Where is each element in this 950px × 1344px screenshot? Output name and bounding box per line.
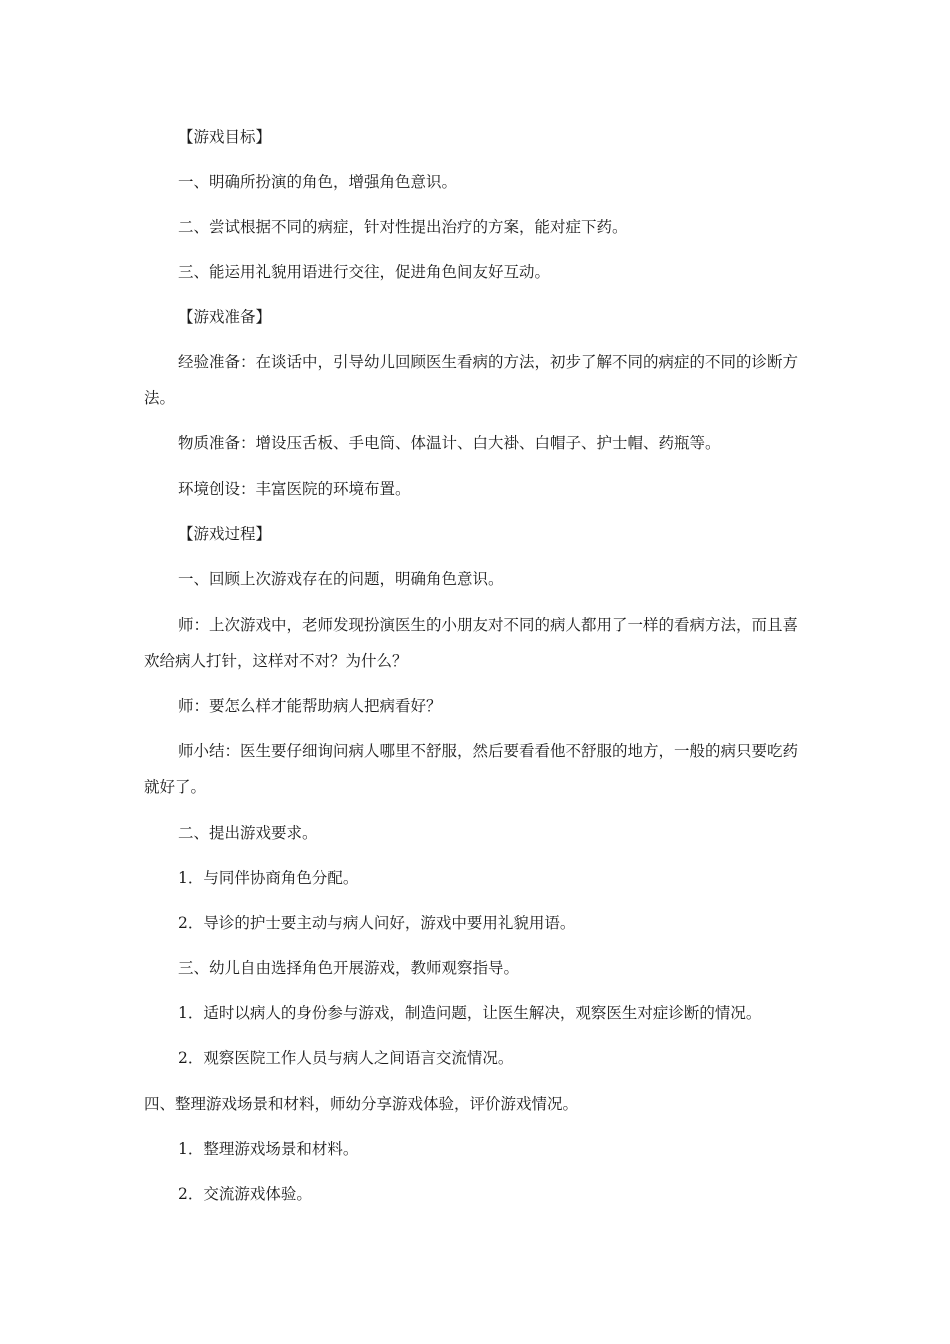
guidance-1: 1．适时以病人的身份参与游戏，制造问题，让医生解决，观察医生对症诊断的情况。 <box>178 1004 762 1022</box>
prep-environment: 环境创设：丰富医院的环境布置。 <box>178 480 411 498</box>
process-step-3: 三、幼儿自由选择角色开展游戏，教师观察指导。 <box>178 959 520 977</box>
heading-game-preparation: 【游戏准备】 <box>178 308 272 326</box>
requirement-1: 1．与同伴协商角色分配。 <box>178 869 359 887</box>
heading-game-goals: 【游戏目标】 <box>178 128 272 146</box>
process-step-1: 一、回顾上次游戏存在的问题，明确角色意识。 <box>178 570 504 588</box>
goal-item-2: 二、尝试根据不同的病症，针对性提出治疗的方案，能对症下药。 <box>178 218 628 236</box>
prep-experience: 经验准备：在谈话中，引导幼儿回顾医生看病的方法，初步了解不同的病症的不同的诊断方法。 <box>144 353 799 407</box>
teacher-question-2: 师：要怎么样才能帮助病人把病看好？ <box>178 697 442 715</box>
wrapup-1: 1．整理游戏场景和材料。 <box>178 1140 359 1158</box>
prep-materials: 物质准备：增设压舌板、手电筒、体温计、白大褂、白帽子、护士帽、药瓶等。 <box>178 434 721 452</box>
process-step-2: 二、提出游戏要求。 <box>178 824 318 842</box>
teacher-question-1: 师：上次游戏中，老师发现扮演医生的小朋友对不同的病人都用了一样的看病方法，而且喜欢给病人打针，这样对不对？为什么？ <box>144 616 799 670</box>
goal-item-3: 三、能运用礼貌用语进行交往，促进角色间友好互动。 <box>178 263 551 281</box>
goal-item-1: 一、明确所扮演的角色，增强角色意识。 <box>178 173 458 191</box>
guidance-2: 2．观察医院工作人员与病人之间语言交流情况。 <box>178 1049 514 1067</box>
wrapup-2: 2．交流游戏体验。 <box>178 1185 312 1203</box>
process-step-4: 四、整理游戏场景和材料，师幼分享游戏体验，评价游戏情况。 <box>144 1095 579 1113</box>
teacher-summary: 师小结：医生要仔细询问病人哪里不舒服，然后要看看他不舒服的地方，一般的病只要吃药就好了。 <box>144 742 799 796</box>
requirement-2: 2．导诊的护士要主动与病人问好，游戏中要用礼貌用语。 <box>178 914 576 932</box>
heading-game-process: 【游戏过程】 <box>178 525 272 543</box>
